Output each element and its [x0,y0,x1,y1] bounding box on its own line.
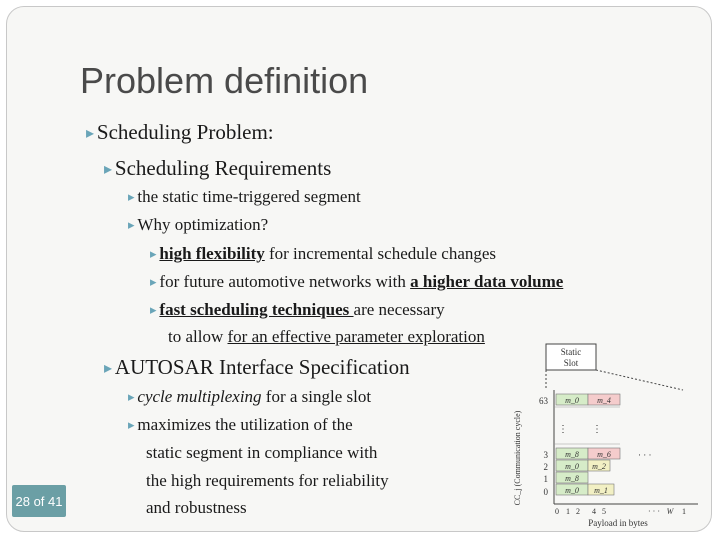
bullet-maximizes-line3: the high requirements for reliability [146,471,389,490]
horizontal-ellipsis: · · · [638,450,652,460]
bullet-fast-continuation: to allow for an effective parameter exploration [168,327,485,346]
bullet-scheduling-problem: ▸ Scheduling Problem: [86,120,274,144]
bullet-maximizes-line2: static segment in compliance with [146,443,378,462]
x-tick-0: 0 [555,507,559,516]
static-slot-label-2: Slot [563,358,579,368]
bullet-icon: ▸ [150,303,157,317]
row-label-1: 1 [543,474,548,484]
slide-title: Problem definition [80,60,369,101]
row-label-63: 63 [539,396,548,406]
cell-0-b-label: m_1 [594,486,608,495]
row-label-2: 2 [543,462,548,472]
bullet-icon: ▸ [150,275,157,289]
callout-line-right [596,370,683,390]
bullet-high-flexibility: ▸ high flexibility for incremental schedule changes [150,244,497,263]
bullet-icon: ▸ [150,247,157,261]
bullet-autosar: ▸ AUTOSAR Interface Specification [104,355,410,379]
y-axis-label: CC_j (Communication cycle) [513,410,522,506]
bullet-icon: ▸ [128,390,135,404]
cell-2-b-label: m_2 [592,462,606,471]
bullet-why-optimization: ▸ Why optimization? [128,215,269,234]
static-slot-label-1: Static [560,347,582,357]
bullet-icon: ▸ [128,418,135,432]
cycle-multiplexing-diagram [508,340,708,530]
bullet-icon: ▸ [86,125,94,142]
x-axis-label: Payload in bytes [588,518,648,528]
cell-3-b-label: m_6 [597,450,611,459]
bullet-cycle-multiplexing: ▸ cycle multiplexing for a single slot [128,387,372,406]
cell-0-a-label: m_0 [565,486,579,495]
x-tick-2: 2 [576,507,580,516]
x-tick-1: 1 [566,507,570,516]
x-tick-dots: · · · [648,507,660,516]
bullet-fast-scheduling: ▸ fast scheduling techniques are necessary [150,300,445,319]
bullet-icon: ▸ [128,190,135,204]
bullet-icon: ▸ [104,161,112,178]
x-tick-w: W [666,507,674,516]
x-tick-5: 5 [602,507,606,516]
bullet-icon: ▸ [104,360,112,377]
bullet-static-segment: ▸ the static time-triggered segment [128,187,361,206]
bullet-future-networks: ▸ for future automotive networks with a higher data volume [150,272,564,291]
cell-63-b-label: m_4 [597,396,611,405]
bullet-icon: ▸ [128,218,135,232]
row-ellipsis-b: ⋮ [592,424,602,435]
cell-1-a-label: m_8 [565,474,579,483]
cell-3-a-label: m_8 [565,450,579,459]
cell-63-a-label: m_0 [565,396,579,405]
bullet-maximizes: ▸ maximizes the utilization of the [128,415,353,434]
row-ellipsis-a: ⋮ [558,424,568,435]
page-number-badge: 28 of 41 [12,485,66,517]
x-tick-4: 4 [592,507,596,516]
cell-2-a-label: m_0 [565,462,579,471]
x-tick-last: 1 [682,507,686,516]
row-label-3: 3 [543,450,548,460]
static-slot-figure [508,340,708,530]
bullet-maximizes-line4: and robustness [146,498,247,517]
row-label-0: 0 [543,487,548,497]
bullet-scheduling-requirements: ▸ Scheduling Requirements [104,156,332,180]
